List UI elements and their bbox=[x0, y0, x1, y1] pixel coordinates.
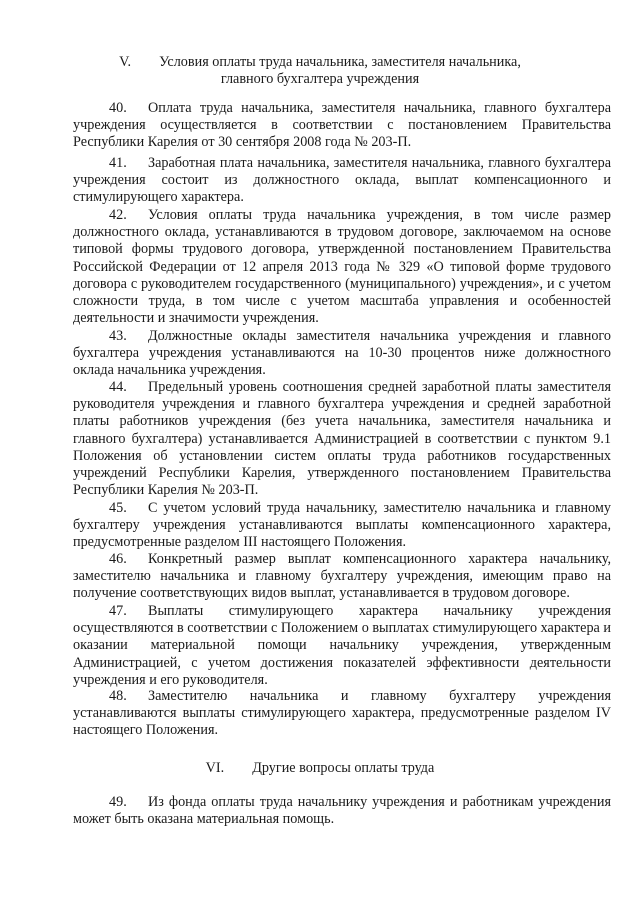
paragraph-44 bbox=[73, 379, 611, 499]
paragraph-47 bbox=[73, 603, 611, 689]
paragraph-number: 46. bbox=[109, 551, 127, 567]
paragraph-number: 47. bbox=[109, 603, 127, 619]
paragraph-text: Конкретный размер выплат компенсационного характера начальнику, заместителю начальника и главному бухгалтеру учреждения, имеющим право на получение соответствующих видов выплат, устанавливается в трудовом договоре. bbox=[73, 551, 611, 602]
paragraph-49 bbox=[73, 794, 611, 828]
paragraph-45 bbox=[73, 500, 611, 552]
section-6-title bbox=[0, 760, 640, 777]
section-6-roman: VI. bbox=[205, 760, 225, 776]
paragraph-text: Из фонда оплаты труда начальнику учреждения и работникам учреждения может быть оказана материальная помощь. bbox=[73, 794, 611, 828]
paragraph-text: Должностные оклады заместителя начальника учреждения и главного бухгалтера учреждения устанавливаются на 10-30 процентов ниже должностного оклада начальника учреждения. bbox=[73, 328, 611, 379]
section-5-title bbox=[0, 54, 640, 87]
paragraph-text: Условия оплаты труда начальника учреждения, в том числе размер должностного оклада, устанавливаются в трудовом договоре, заключаемом на основе типовой формы трудового договора, утвержденной постановлением Правительства Российской Федерации от 12 апреля 2013 года № 329 «О типовой форме трудового договора с руководителем государственного (муниципального) учреждения», и с учетом сложности труда, в том числе с учетом масштаба управления и особенностей деятельности и значимости учреждения. bbox=[73, 207, 611, 327]
section-6-title-text: Другие вопросы оплаты труда bbox=[252, 760, 435, 776]
paragraph-number: 40. bbox=[109, 100, 127, 116]
paragraph-text: Предельный уровень соотношения средней заработной платы заместителя руководителя учреждения и главного бухгалтера учреждения и средней заработной платы работников учреждения (без учета начальника, заместителя начальника и главного бухгалтера) устанавливается Администрацией в соответствии с пунктом 9.1 Положения об установлении систем оплаты труда работников государственных учреждений Республики Карелия, утвержденного постановлением Правительства Республики Карелия № 203-П. bbox=[73, 379, 611, 499]
paragraph-number: 43. bbox=[109, 328, 127, 344]
paragraph-43 bbox=[73, 328, 611, 380]
section-5-roman: V. bbox=[119, 54, 132, 70]
section-5-title-line1: Условия оплаты труда начальника, заместителя начальника, bbox=[159, 54, 521, 70]
section-5-title-line2: главного бухгалтера учреждения bbox=[220, 70, 420, 87]
paragraph-number: 42. bbox=[109, 207, 127, 223]
paragraph-40 bbox=[73, 100, 611, 152]
paragraph-text: Выплаты стимулирующего характера начальнику учреждения осуществляются в соответствии с Положением о выплатах стимулирующего характера и оказании материальной помощи начальнику учреждения, утвержденным Администрацией, с учетом достижения показателей эффективности деятельности учреждения и его руководителя. bbox=[73, 603, 611, 688]
paragraph-41 bbox=[73, 155, 611, 207]
paragraph-48 bbox=[73, 688, 611, 740]
paragraph-text: С учетом условий труда начальнику, заместителю начальника и главному бухгалтеру учреждения устанавливаются выплаты компенсационного характера, предусмотренные разделом III настоящего Положения. bbox=[73, 500, 611, 551]
paragraph-number: 44. bbox=[109, 379, 127, 395]
paragraph-46 bbox=[73, 551, 611, 603]
paragraph-number: 48. bbox=[109, 688, 127, 704]
paragraph-text: Заработная плата начальника, заместителя начальника, главного бухгалтера учреждения состоит из должностного оклада, выплат компенсационного и стимулирующего характера. bbox=[73, 155, 611, 206]
paragraph-text: Заместителю начальника и главному бухгалтеру учреждения устанавливаются выплаты стимулирующего характера, предусмотренные разделом IV настоящего Положения. bbox=[73, 688, 611, 739]
paragraph-number: 41. bbox=[109, 155, 127, 171]
paragraph-42 bbox=[73, 207, 611, 327]
paragraph-number: 49. bbox=[109, 794, 127, 810]
paragraph-text: Оплата труда начальника, заместителя начальника, главного бухгалтера учреждения осуществляется в соответствии с постановлением Правительства Республики Карелия от 30 сентября 2008 года № 203-П. bbox=[73, 100, 611, 151]
paragraph-number: 45. bbox=[109, 500, 127, 516]
